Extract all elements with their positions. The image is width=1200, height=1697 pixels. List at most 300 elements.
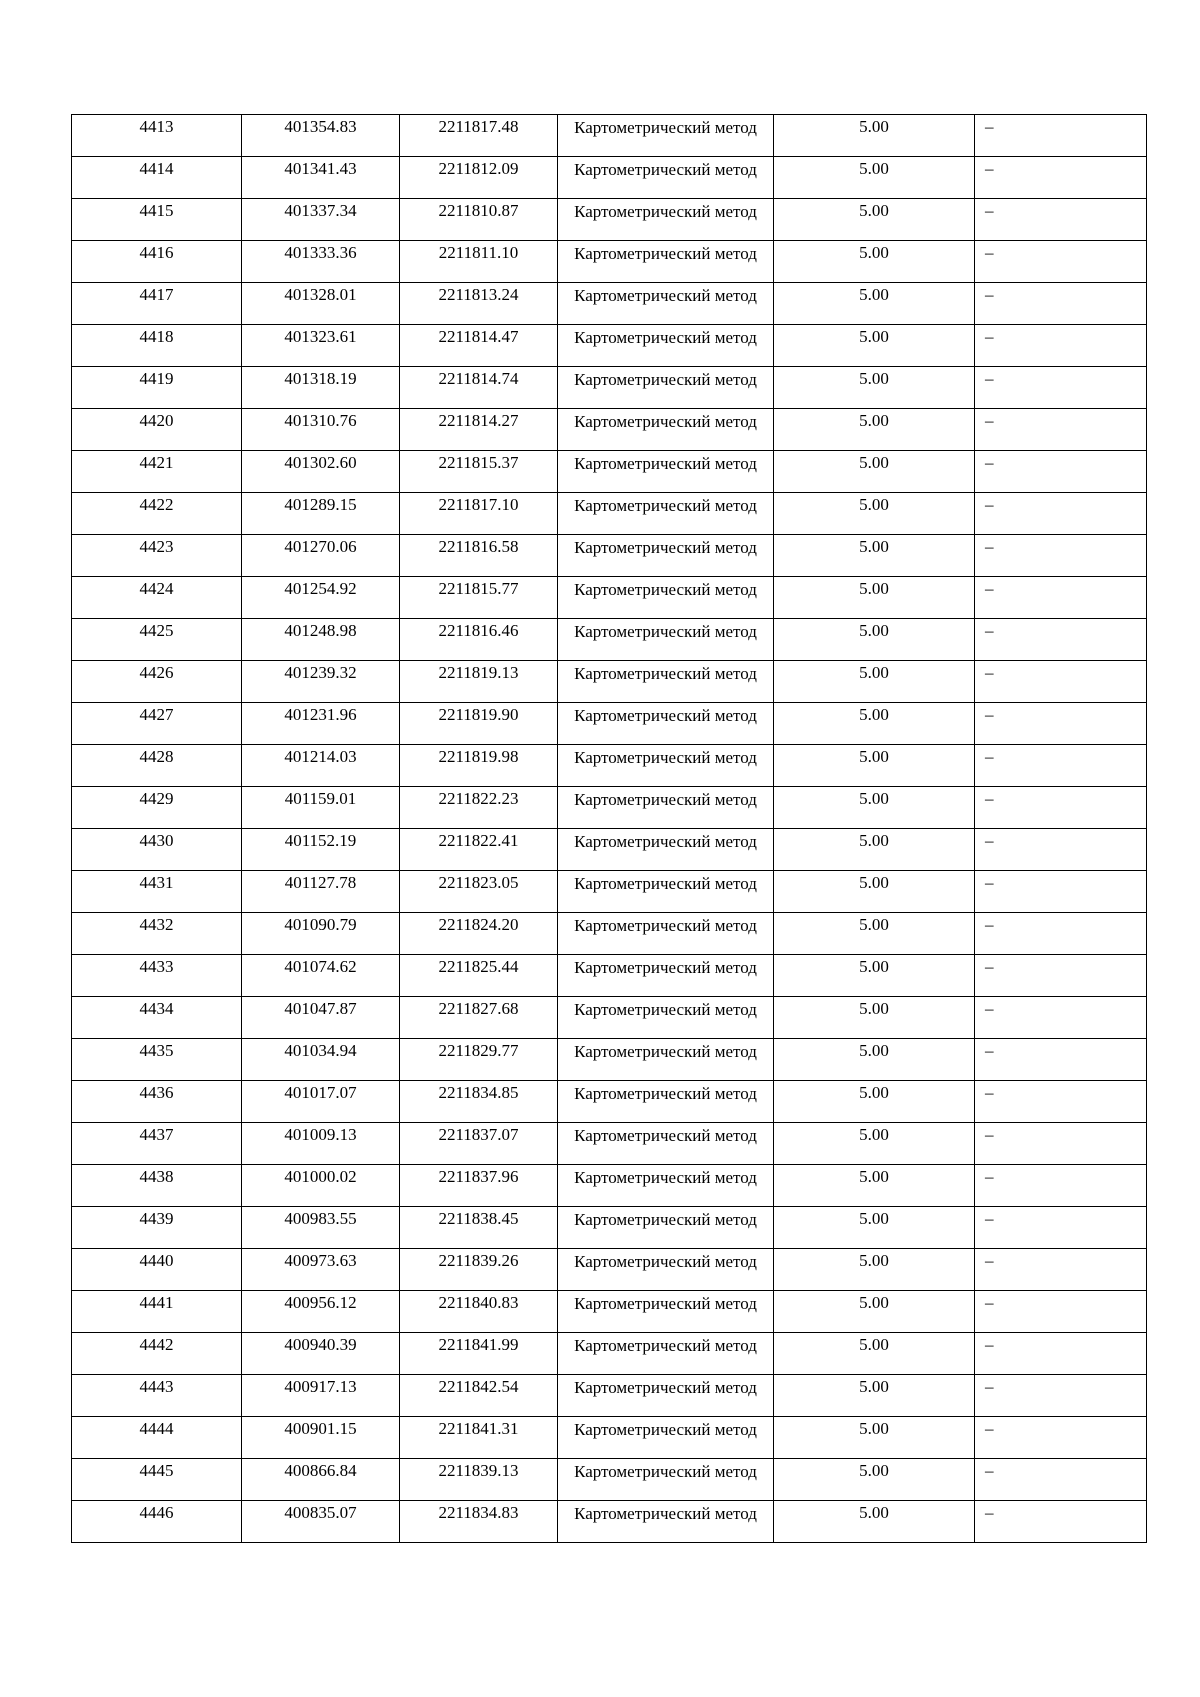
accuracy-cell bbox=[774, 325, 975, 367]
y-coordinate-cell bbox=[400, 493, 558, 535]
accuracy-cell-text: 5.00 bbox=[859, 915, 889, 934]
accuracy-cell-text: 5.00 bbox=[859, 327, 889, 346]
y-coordinate-cell-text: 2211838.45 bbox=[438, 1209, 519, 1228]
x-coordinate-cell-text: 401047.87 bbox=[284, 999, 357, 1018]
description-cell-text: – bbox=[985, 1209, 994, 1228]
point-number-cell-text: 4439 bbox=[139, 1209, 174, 1228]
table-row bbox=[72, 283, 1147, 325]
y-coordinate-cell-text: 2211827.68 bbox=[438, 999, 519, 1018]
table-row bbox=[72, 535, 1147, 577]
x-coordinate-cell bbox=[242, 703, 400, 745]
method-cell bbox=[558, 829, 774, 871]
y-coordinate-cell-text: 2211834.85 bbox=[438, 1083, 519, 1102]
method-cell bbox=[558, 115, 774, 157]
table-row bbox=[72, 1207, 1147, 1249]
description-cell bbox=[975, 325, 1147, 367]
description-cell-text: – bbox=[985, 453, 994, 472]
accuracy-cell bbox=[774, 1081, 975, 1123]
table-row bbox=[72, 1039, 1147, 1081]
x-coordinate-cell bbox=[242, 1501, 400, 1543]
x-coordinate-cell-text: 400866.84 bbox=[284, 1461, 357, 1480]
accuracy-cell-text: 5.00 bbox=[859, 873, 889, 892]
table-row bbox=[72, 409, 1147, 451]
accuracy-cell-text: 5.00 bbox=[859, 747, 889, 766]
y-coordinate-cell-text: 2211819.13 bbox=[438, 663, 519, 682]
method-cell-text: Картометрический метод bbox=[574, 496, 757, 515]
description-cell-text: – bbox=[985, 999, 994, 1018]
table-row bbox=[72, 241, 1147, 283]
method-cell bbox=[558, 157, 774, 199]
point-number-cell bbox=[72, 955, 242, 997]
method-cell bbox=[558, 871, 774, 913]
table-row bbox=[72, 619, 1147, 661]
description-cell-text: – bbox=[985, 1083, 994, 1102]
description-cell-text: – bbox=[985, 1461, 994, 1480]
description-cell-text: – bbox=[985, 789, 994, 808]
method-cell bbox=[558, 997, 774, 1039]
x-coordinate-cell-text: 401270.06 bbox=[284, 537, 357, 556]
description-cell bbox=[975, 157, 1147, 199]
x-coordinate-cell-text: 400917.13 bbox=[284, 1377, 357, 1396]
y-coordinate-cell bbox=[400, 829, 558, 871]
x-coordinate-cell-text: 401000.02 bbox=[284, 1167, 357, 1186]
method-cell bbox=[558, 1501, 774, 1543]
accuracy-cell-text: 5.00 bbox=[859, 1377, 889, 1396]
accuracy-cell-text: 5.00 bbox=[859, 579, 889, 598]
y-coordinate-cell bbox=[400, 619, 558, 661]
accuracy-cell-text: 5.00 bbox=[859, 1461, 889, 1480]
table-row bbox=[72, 1291, 1147, 1333]
x-coordinate-cell-text: 401341.43 bbox=[284, 159, 357, 178]
x-coordinate-cell bbox=[242, 199, 400, 241]
method-cell-text: Картометрический метод bbox=[574, 622, 757, 641]
description-cell-text: – bbox=[985, 1377, 994, 1396]
x-coordinate-cell bbox=[242, 787, 400, 829]
point-number-cell-text: 4433 bbox=[139, 957, 174, 976]
x-coordinate-cell bbox=[242, 157, 400, 199]
description-cell-text: – bbox=[985, 1419, 994, 1438]
x-coordinate-cell-text: 401337.34 bbox=[284, 201, 357, 220]
x-coordinate-cell bbox=[242, 1249, 400, 1291]
point-number-cell bbox=[72, 1375, 242, 1417]
accuracy-cell bbox=[774, 1333, 975, 1375]
y-coordinate-cell bbox=[400, 997, 558, 1039]
accuracy-cell bbox=[774, 157, 975, 199]
y-coordinate-cell bbox=[400, 1039, 558, 1081]
x-coordinate-cell-text: 401318.19 bbox=[284, 369, 357, 388]
point-number-cell bbox=[72, 913, 242, 955]
description-cell-text: – bbox=[985, 663, 994, 682]
accuracy-cell bbox=[774, 1501, 975, 1543]
accuracy-cell-text: 5.00 bbox=[859, 201, 889, 220]
point-number-cell-text: 4426 bbox=[139, 663, 174, 682]
method-cell bbox=[558, 451, 774, 493]
table-row bbox=[72, 115, 1147, 157]
point-number-cell-text: 4445 bbox=[139, 1461, 174, 1480]
x-coordinate-cell-text: 400956.12 bbox=[284, 1293, 357, 1312]
x-coordinate-cell bbox=[242, 409, 400, 451]
method-cell-text: Картометрический метод bbox=[574, 1378, 757, 1397]
accuracy-cell-text: 5.00 bbox=[859, 1419, 889, 1438]
y-coordinate-cell bbox=[400, 787, 558, 829]
x-coordinate-cell-text: 400835.07 bbox=[284, 1503, 357, 1522]
x-coordinate-cell-text: 401289.15 bbox=[284, 495, 357, 514]
method-cell-text: Картометрический метод bbox=[574, 1042, 757, 1061]
method-cell-text: Картометрический метод bbox=[574, 664, 757, 683]
method-cell bbox=[558, 1333, 774, 1375]
description-cell-text: – bbox=[985, 369, 994, 388]
accuracy-cell bbox=[774, 913, 975, 955]
method-cell bbox=[558, 661, 774, 703]
method-cell bbox=[558, 1417, 774, 1459]
accuracy-cell-text: 5.00 bbox=[859, 621, 889, 640]
point-number-cell-text: 4446 bbox=[139, 1503, 174, 1522]
method-cell bbox=[558, 1249, 774, 1291]
table-row bbox=[72, 1081, 1147, 1123]
y-coordinate-cell-text: 2211840.83 bbox=[438, 1293, 519, 1312]
table-row bbox=[72, 745, 1147, 787]
accuracy-cell bbox=[774, 535, 975, 577]
accuracy-cell bbox=[774, 1291, 975, 1333]
method-cell-text: Картометрический метод bbox=[574, 1252, 757, 1271]
description-cell-text: – bbox=[985, 537, 994, 556]
y-coordinate-cell-text: 2211837.96 bbox=[438, 1167, 519, 1186]
x-coordinate-cell bbox=[242, 1333, 400, 1375]
accuracy-cell-text: 5.00 bbox=[859, 1293, 889, 1312]
method-cell-text: Картометрический метод bbox=[574, 958, 757, 977]
table-row bbox=[72, 1417, 1147, 1459]
y-coordinate-cell-text: 2211819.90 bbox=[438, 705, 519, 724]
table-row bbox=[72, 493, 1147, 535]
point-number-cell bbox=[72, 1165, 242, 1207]
point-number-cell-text: 4444 bbox=[139, 1419, 174, 1438]
description-cell bbox=[975, 241, 1147, 283]
point-number-cell bbox=[72, 619, 242, 661]
accuracy-cell bbox=[774, 409, 975, 451]
method-cell bbox=[558, 535, 774, 577]
accuracy-cell bbox=[774, 997, 975, 1039]
accuracy-cell-text: 5.00 bbox=[859, 1251, 889, 1270]
method-cell bbox=[558, 1375, 774, 1417]
y-coordinate-cell bbox=[400, 871, 558, 913]
method-cell-text: Картометрический метод bbox=[574, 832, 757, 851]
y-coordinate-cell bbox=[400, 325, 558, 367]
y-coordinate-cell bbox=[400, 1165, 558, 1207]
y-coordinate-cell-text: 2211813.24 bbox=[438, 285, 519, 304]
accuracy-cell-text: 5.00 bbox=[859, 243, 889, 262]
y-coordinate-cell bbox=[400, 1375, 558, 1417]
table-row bbox=[72, 913, 1147, 955]
description-cell bbox=[975, 745, 1147, 787]
x-coordinate-cell bbox=[242, 367, 400, 409]
description-cell-text: – bbox=[985, 327, 994, 346]
x-coordinate-cell bbox=[242, 451, 400, 493]
description-cell bbox=[975, 1333, 1147, 1375]
method-cell-text: Картометрический метод bbox=[574, 286, 757, 305]
table-row bbox=[72, 1375, 1147, 1417]
accuracy-cell bbox=[774, 1207, 975, 1249]
description-cell-text: – bbox=[985, 201, 994, 220]
point-number-cell-text: 4414 bbox=[139, 159, 174, 178]
point-number-cell bbox=[72, 1291, 242, 1333]
point-number-cell bbox=[72, 409, 242, 451]
point-number-cell bbox=[72, 1501, 242, 1543]
y-coordinate-cell bbox=[400, 1333, 558, 1375]
method-cell bbox=[558, 913, 774, 955]
point-number-cell-text: 4413 bbox=[139, 117, 174, 136]
point-number-cell bbox=[72, 1417, 242, 1459]
description-cell-text: – bbox=[985, 831, 994, 850]
method-cell-text: Картометрический метод bbox=[574, 1000, 757, 1019]
accuracy-cell-text: 5.00 bbox=[859, 369, 889, 388]
point-number-cell-text: 4438 bbox=[139, 1167, 174, 1186]
description-cell-text: – bbox=[985, 873, 994, 892]
method-cell-text: Картометрический метод bbox=[574, 1504, 757, 1523]
point-number-cell-text: 4424 bbox=[139, 579, 174, 598]
table-row bbox=[72, 157, 1147, 199]
accuracy-cell bbox=[774, 1249, 975, 1291]
description-cell bbox=[975, 1291, 1147, 1333]
description-cell-text: – bbox=[985, 957, 994, 976]
description-cell-text: – bbox=[985, 243, 994, 262]
y-coordinate-cell bbox=[400, 661, 558, 703]
method-cell bbox=[558, 493, 774, 535]
method-cell bbox=[558, 283, 774, 325]
x-coordinate-cell bbox=[242, 1081, 400, 1123]
x-coordinate-cell bbox=[242, 955, 400, 997]
point-number-cell-text: 4416 bbox=[139, 243, 174, 262]
x-coordinate-cell-text: 400973.63 bbox=[284, 1251, 357, 1270]
description-cell bbox=[975, 535, 1147, 577]
table-row bbox=[72, 199, 1147, 241]
point-number-cell-text: 4437 bbox=[139, 1125, 174, 1144]
point-number-cell bbox=[72, 493, 242, 535]
method-cell bbox=[558, 241, 774, 283]
y-coordinate-cell-text: 2211829.77 bbox=[438, 1041, 519, 1060]
accuracy-cell-text: 5.00 bbox=[859, 537, 889, 556]
y-coordinate-cell bbox=[400, 1459, 558, 1501]
point-number-cell bbox=[72, 283, 242, 325]
y-coordinate-cell bbox=[400, 703, 558, 745]
y-coordinate-cell bbox=[400, 1081, 558, 1123]
description-cell bbox=[975, 997, 1147, 1039]
point-number-cell bbox=[72, 241, 242, 283]
description-cell bbox=[975, 1123, 1147, 1165]
y-coordinate-cell bbox=[400, 199, 558, 241]
table-row bbox=[72, 955, 1147, 997]
point-number-cell bbox=[72, 997, 242, 1039]
method-cell-text: Картометрический метод bbox=[574, 118, 757, 137]
description-cell bbox=[975, 871, 1147, 913]
accuracy-cell-text: 5.00 bbox=[859, 1125, 889, 1144]
method-cell-text: Картометрический метод bbox=[574, 370, 757, 389]
x-coordinate-cell bbox=[242, 997, 400, 1039]
accuracy-cell bbox=[774, 1039, 975, 1081]
x-coordinate-cell-text: 401090.79 bbox=[284, 915, 357, 934]
y-coordinate-cell-text: 2211811.10 bbox=[438, 243, 519, 262]
accuracy-cell-text: 5.00 bbox=[859, 1209, 889, 1228]
y-coordinate-cell-text: 2211810.87 bbox=[438, 201, 519, 220]
accuracy-cell bbox=[774, 1375, 975, 1417]
y-coordinate-cell-text: 2211842.54 bbox=[438, 1377, 519, 1396]
y-coordinate-cell-text: 2211814.27 bbox=[438, 411, 519, 430]
y-coordinate-cell-text: 2211816.46 bbox=[438, 621, 519, 640]
description-cell bbox=[975, 703, 1147, 745]
method-cell bbox=[558, 745, 774, 787]
y-coordinate-cell-text: 2211839.13 bbox=[438, 1461, 519, 1480]
description-cell-text: – bbox=[985, 1503, 994, 1522]
y-coordinate-cell-text: 2211819.98 bbox=[438, 747, 519, 766]
table-row bbox=[72, 1333, 1147, 1375]
description-cell-text: – bbox=[985, 1293, 994, 1312]
accuracy-cell-text: 5.00 bbox=[859, 831, 889, 850]
point-number-cell-text: 4436 bbox=[139, 1083, 174, 1102]
coordinates-table-body bbox=[72, 115, 1147, 1543]
y-coordinate-cell-text: 2211814.74 bbox=[438, 369, 519, 388]
y-coordinate-cell-text: 2211837.07 bbox=[438, 1125, 519, 1144]
accuracy-cell-text: 5.00 bbox=[859, 411, 889, 430]
description-cell bbox=[975, 1459, 1147, 1501]
x-coordinate-cell-text: 401254.92 bbox=[284, 579, 357, 598]
x-coordinate-cell bbox=[242, 1459, 400, 1501]
x-coordinate-cell-text: 400940.39 bbox=[284, 1335, 357, 1354]
point-number-cell bbox=[72, 325, 242, 367]
y-coordinate-cell bbox=[400, 283, 558, 325]
method-cell-text: Картометрический метод bbox=[574, 1294, 757, 1313]
method-cell-text: Картометрический метод bbox=[574, 580, 757, 599]
accuracy-cell-text: 5.00 bbox=[859, 999, 889, 1018]
x-coordinate-cell-text: 401034.94 bbox=[284, 1041, 357, 1060]
point-number-cell bbox=[72, 367, 242, 409]
x-coordinate-cell-text: 401159.01 bbox=[284, 789, 357, 808]
accuracy-cell bbox=[774, 493, 975, 535]
point-number-cell bbox=[72, 535, 242, 577]
accuracy-cell-text: 5.00 bbox=[859, 1083, 889, 1102]
point-number-cell-text: 4442 bbox=[139, 1335, 174, 1354]
y-coordinate-cell bbox=[400, 745, 558, 787]
point-number-cell-text: 4419 bbox=[139, 369, 174, 388]
accuracy-cell bbox=[774, 1417, 975, 1459]
accuracy-cell-text: 5.00 bbox=[859, 957, 889, 976]
accuracy-cell-text: 5.00 bbox=[859, 117, 889, 136]
method-cell-text: Картометрический метод bbox=[574, 874, 757, 893]
y-coordinate-cell bbox=[400, 115, 558, 157]
accuracy-cell bbox=[774, 1123, 975, 1165]
x-coordinate-cell-text: 401302.60 bbox=[284, 453, 357, 472]
method-cell bbox=[558, 325, 774, 367]
description-cell bbox=[975, 1501, 1147, 1543]
point-number-cell-text: 4418 bbox=[139, 327, 174, 346]
point-number-cell-text: 4427 bbox=[139, 705, 174, 724]
x-coordinate-cell-text: 401328.01 bbox=[284, 285, 357, 304]
accuracy-cell bbox=[774, 745, 975, 787]
description-cell-text: – bbox=[985, 411, 994, 430]
y-coordinate-cell-text: 2211823.05 bbox=[438, 873, 519, 892]
point-number-cell-text: 4443 bbox=[139, 1377, 174, 1396]
description-cell bbox=[975, 1207, 1147, 1249]
method-cell-text: Картометрический метод bbox=[574, 1420, 757, 1439]
point-number-cell-text: 4429 bbox=[139, 789, 174, 808]
point-number-cell bbox=[72, 577, 242, 619]
method-cell-text: Картометрический метод bbox=[574, 1168, 757, 1187]
description-cell-text: – bbox=[985, 1125, 994, 1144]
table-row bbox=[72, 829, 1147, 871]
method-cell-text: Картометрический метод bbox=[574, 1126, 757, 1145]
table-row bbox=[72, 1249, 1147, 1291]
description-cell-text: – bbox=[985, 495, 994, 514]
method-cell-text: Картометрический метод bbox=[574, 328, 757, 347]
y-coordinate-cell-text: 2211839.26 bbox=[438, 1251, 519, 1270]
accuracy-cell-text: 5.00 bbox=[859, 789, 889, 808]
y-coordinate-cell bbox=[400, 367, 558, 409]
accuracy-cell bbox=[774, 367, 975, 409]
y-coordinate-cell-text: 2211841.31 bbox=[438, 1419, 519, 1438]
method-cell-text: Картометрический метод bbox=[574, 748, 757, 767]
x-coordinate-cell bbox=[242, 493, 400, 535]
method-cell-text: Картометрический метод bbox=[574, 1462, 757, 1481]
method-cell-text: Картометрический метод bbox=[574, 1084, 757, 1103]
x-coordinate-cell bbox=[242, 1291, 400, 1333]
description-cell bbox=[975, 955, 1147, 997]
point-number-cell-text: 4417 bbox=[139, 285, 174, 304]
x-coordinate-cell-text: 401248.98 bbox=[284, 621, 357, 640]
x-coordinate-cell bbox=[242, 871, 400, 913]
table-row bbox=[72, 577, 1147, 619]
y-coordinate-cell bbox=[400, 577, 558, 619]
y-coordinate-cell bbox=[400, 1207, 558, 1249]
accuracy-cell-text: 5.00 bbox=[859, 1041, 889, 1060]
point-number-cell bbox=[72, 1123, 242, 1165]
x-coordinate-cell-text: 401354.83 bbox=[284, 117, 357, 136]
method-cell bbox=[558, 703, 774, 745]
y-coordinate-cell bbox=[400, 1291, 558, 1333]
y-coordinate-cell bbox=[400, 1501, 558, 1543]
method-cell-text: Картометрический метод bbox=[574, 538, 757, 557]
method-cell-text: Картометрический метод bbox=[574, 1210, 757, 1229]
point-number-cell-text: 4440 bbox=[139, 1251, 174, 1270]
point-number-cell bbox=[72, 157, 242, 199]
accuracy-cell bbox=[774, 451, 975, 493]
accuracy-cell bbox=[774, 283, 975, 325]
point-number-cell bbox=[72, 787, 242, 829]
accuracy-cell-text: 5.00 bbox=[859, 705, 889, 724]
description-cell-text: – bbox=[985, 705, 994, 724]
point-number-cell-text: 4425 bbox=[139, 621, 174, 640]
point-number-cell bbox=[72, 745, 242, 787]
y-coordinate-cell-text: 2211815.37 bbox=[438, 453, 519, 472]
point-number-cell bbox=[72, 1081, 242, 1123]
y-coordinate-cell-text: 2211825.44 bbox=[438, 957, 519, 976]
y-coordinate-cell-text: 2211822.23 bbox=[438, 789, 519, 808]
x-coordinate-cell-text: 401214.03 bbox=[284, 747, 357, 766]
description-cell bbox=[975, 661, 1147, 703]
table-row bbox=[72, 1123, 1147, 1165]
x-coordinate-cell bbox=[242, 283, 400, 325]
x-coordinate-cell bbox=[242, 535, 400, 577]
y-coordinate-cell bbox=[400, 409, 558, 451]
point-number-cell-text: 4428 bbox=[139, 747, 174, 766]
accuracy-cell bbox=[774, 241, 975, 283]
x-coordinate-cell bbox=[242, 913, 400, 955]
method-cell-text: Картометрический метод bbox=[574, 412, 757, 431]
y-coordinate-cell-text: 2211817.48 bbox=[438, 117, 519, 136]
accuracy-cell bbox=[774, 955, 975, 997]
description-cell bbox=[975, 493, 1147, 535]
point-number-cell-text: 4422 bbox=[139, 495, 174, 514]
description-cell-text: – bbox=[985, 159, 994, 178]
x-coordinate-cell bbox=[242, 241, 400, 283]
accuracy-cell bbox=[774, 1459, 975, 1501]
